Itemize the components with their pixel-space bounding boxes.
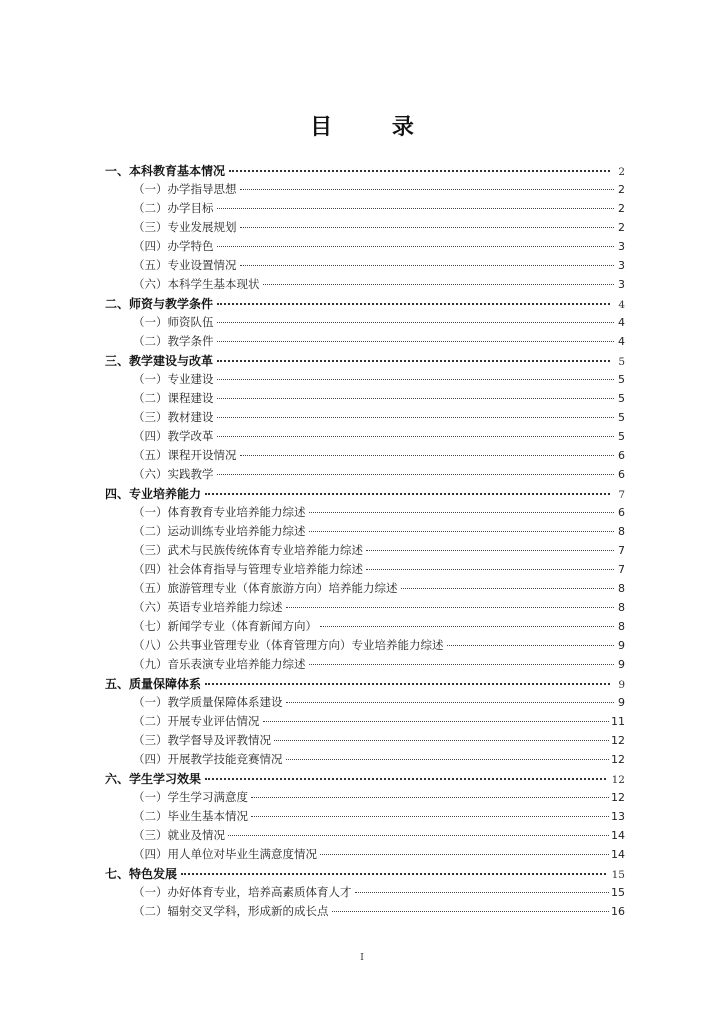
toc-dot-leader: [217, 360, 610, 362]
toc-entry-label: （七）新闻学专业（体育新闻方向）: [133, 619, 317, 633]
toc-dot-leader: [217, 417, 615, 418]
toc-dot-leader: [240, 189, 615, 190]
toc-subsection-entry[interactable]: [105, 789, 625, 808]
toc-entry-label: （五）旅游管理专业（体育旅游方向）培养能力综述: [133, 581, 398, 595]
toc-subsection-entry[interactable]: [105, 219, 625, 238]
toc-dot-leader: [229, 170, 610, 172]
toc-subsection-entry[interactable]: [105, 257, 625, 276]
toc-entry-page-number: 2: [618, 221, 625, 234]
toc-dot-leader: [217, 474, 615, 475]
toc-entry-label: （四）用人单位对毕业生满意度情况: [133, 847, 317, 861]
toc-entry-page-number: 2: [618, 202, 625, 215]
toc-dot-leader: [181, 873, 606, 875]
toc-entry-label: 四、专业培养能力: [105, 487, 202, 501]
toc-dot-leader: [217, 379, 615, 380]
toc-entry-page-number: 16: [611, 905, 625, 918]
toc-dot-leader: [263, 284, 615, 285]
toc-subsection-entry[interactable]: [105, 314, 625, 333]
toc-section-entry[interactable]: [105, 675, 625, 694]
toc-entry-page-number: 2: [618, 166, 625, 178]
toc-dot-leader: [217, 303, 610, 305]
toc-entry-page-number: 5: [618, 373, 625, 386]
page-number-footer: I: [360, 953, 364, 963]
page-title: 目 录: [310, 115, 440, 140]
toc-dot-leader: [401, 588, 615, 589]
toc-entry-label: （六）本科学生基本现状: [133, 277, 260, 291]
toc-subsection-entry[interactable]: [105, 580, 625, 599]
toc-entry-page-number: 8: [618, 601, 625, 614]
toc-entry-label: 六、学生学习效果: [105, 772, 202, 786]
toc-entry-label: （八）公共事业管理专业（体育管理方向）专业培养能力综述: [133, 638, 444, 652]
toc-dot-leader: [309, 664, 615, 665]
toc-entry-page-number: 12: [611, 774, 625, 786]
toc-entry-page-number: 15: [611, 886, 625, 899]
toc-entry-label: （二）教学条件: [133, 334, 214, 348]
toc-entry-page-number: 3: [618, 278, 625, 291]
toc-entry-page-number: 9: [618, 696, 625, 709]
toc-entry-label: （三）教材建设: [133, 410, 214, 424]
toc-dot-leader: [228, 835, 609, 836]
toc-subsection-entry[interactable]: [105, 200, 625, 219]
toc-entry-label: （一）办学指导思想: [133, 182, 237, 196]
toc-subsection-entry[interactable]: [105, 181, 625, 200]
toc-dot-leader: [366, 550, 614, 551]
toc-subsection-entry[interactable]: [105, 409, 625, 428]
toc-subsection-entry[interactable]: [105, 827, 625, 846]
toc-subsection-entry[interactable]: [105, 618, 625, 637]
toc-dot-leader: [320, 854, 609, 855]
toc-dot-leader: [240, 227, 615, 228]
toc-entry-page-number: 7: [618, 563, 625, 576]
toc-subsection-entry[interactable]: [105, 808, 625, 827]
toc-entry-label: 一、本科教育基本情况: [105, 164, 226, 178]
toc-entry-label: 七、特色发展: [105, 867, 178, 881]
toc-dot-leader: [274, 740, 609, 741]
toc-subsection-entry[interactable]: [105, 751, 625, 770]
toc-dot-leader: [240, 265, 615, 266]
toc-subsection-entry[interactable]: [105, 694, 625, 713]
toc-subsection-entry[interactable]: [105, 732, 625, 751]
toc-subsection-entry[interactable]: [105, 903, 625, 922]
toc-subsection-entry[interactable]: [105, 656, 625, 675]
toc-entry-page-number: 9: [618, 639, 625, 652]
toc-entry-page-number: 6: [618, 449, 625, 462]
toc-entry-page-number: 2: [618, 183, 625, 196]
toc-entry-page-number: 6: [618, 506, 625, 519]
toc-entry-page-number: 9: [618, 658, 625, 671]
toc-entry-label: （二）课程建设: [133, 391, 214, 405]
toc-dot-leader: [320, 626, 614, 627]
toc-entry-label: （三）就业及情况: [133, 828, 225, 842]
toc-dot-leader: [217, 341, 615, 342]
toc-entry-label: （四）办学特色: [133, 239, 214, 253]
toc-dot-leader: [286, 702, 615, 703]
toc-entry-page-number: 9: [618, 679, 625, 691]
toc-entry-page-number: 4: [618, 299, 625, 311]
toc-subsection-entry[interactable]: [105, 466, 625, 485]
toc-dot-leader: [205, 493, 610, 495]
toc-entry-label: （一）专业建设: [133, 372, 214, 386]
toc-entry-label: （一）教学质量保障体系建设: [133, 695, 283, 709]
toc-subsection-entry[interactable]: [105, 333, 625, 352]
toc-dot-leader: [286, 759, 610, 760]
toc-entry-page-number: 12: [611, 734, 625, 747]
toc-subsection-entry[interactable]: [105, 542, 625, 561]
toc-entry-page-number: 11: [611, 715, 625, 728]
toc-subsection-entry[interactable]: [105, 846, 625, 865]
toc-dot-leader: [217, 322, 615, 323]
toc-dot-leader: [251, 816, 609, 817]
toc-entry-label: （五）课程开设情况: [133, 448, 237, 462]
toc-entry-page-number: 12: [611, 791, 625, 804]
toc-dot-leader: [251, 797, 609, 798]
toc-entry-page-number: 13: [611, 810, 625, 823]
toc-entry-label: （二）办学目标: [133, 201, 214, 215]
toc-entry-page-number: 8: [618, 582, 625, 595]
toc-entry-page-number: 5: [618, 356, 625, 368]
toc-entry-page-number: 15: [611, 869, 625, 881]
toc-entry-page-number: 14: [611, 848, 625, 861]
toc-entry-label: （一）学生学习满意度: [133, 790, 248, 804]
toc-entry-page-number: 7: [618, 544, 625, 557]
toc-dot-leader: [263, 721, 610, 722]
table-of-contents: [105, 162, 625, 922]
toc-dot-leader: [447, 645, 615, 646]
toc-entry-page-number: 3: [618, 259, 625, 272]
toc-entry-page-number: 5: [618, 411, 625, 424]
toc-entry-label: 三、教学建设与改革: [105, 354, 214, 368]
toc-subsection-entry[interactable]: [105, 523, 625, 542]
toc-subsection-entry[interactable]: [105, 561, 625, 580]
toc-entry-label: （一）师资队伍: [133, 315, 214, 329]
toc-section-entry[interactable]: [105, 352, 625, 371]
toc-entry-label: 二、师资与教学条件: [105, 297, 214, 311]
toc-section-entry[interactable]: [105, 865, 625, 884]
toc-entry-label: （三）教学督导及评教情况: [133, 733, 271, 747]
toc-dot-leader: [355, 892, 610, 893]
toc-entry-label: （九）音乐表演专业培养能力综述: [133, 657, 306, 671]
toc-entry-label: （六）英语专业培养能力综述: [133, 600, 283, 614]
toc-entry-label: （四）社会体育指导与管理专业培养能力综述: [133, 562, 363, 576]
toc-subsection-entry[interactable]: [105, 428, 625, 447]
toc-entry-label: 五、质量保障体系: [105, 677, 202, 691]
toc-entry-label: （五）专业设置情况: [133, 258, 237, 272]
toc-entry-page-number: 5: [618, 430, 625, 443]
toc-subsection-entry[interactable]: [105, 637, 625, 656]
toc-dot-leader: [217, 246, 615, 247]
toc-entry-label: （四）教学改革: [133, 429, 214, 443]
toc-section-entry[interactable]: [105, 295, 625, 314]
toc-entry-label: （六）实践教学: [133, 467, 214, 481]
toc-entry-page-number: 5: [618, 392, 625, 405]
toc-entry-page-number: 3: [618, 240, 625, 253]
toc-dot-leader: [217, 436, 615, 437]
toc-entry-label: （一）办好体育专业，培养高素质体育人才: [133, 885, 352, 899]
toc-subsection-entry[interactable]: [105, 371, 625, 390]
toc-subsection-entry[interactable]: [105, 238, 625, 257]
toc-subsection-entry[interactable]: [105, 884, 625, 903]
toc-subsection-entry[interactable]: [105, 447, 625, 466]
toc-entry-page-number: 14: [611, 829, 625, 842]
toc-subsection-entry[interactable]: [105, 713, 625, 732]
toc-entry-label: （二）毕业生基本情况: [133, 809, 248, 823]
toc-dot-leader: [309, 531, 615, 532]
toc-dot-leader: [205, 778, 606, 780]
toc-entry-label: （四）开展教学技能竞赛情况: [133, 752, 283, 766]
toc-subsection-entry[interactable]: [105, 599, 625, 618]
toc-dot-leader: [366, 569, 614, 570]
toc-dot-leader: [240, 455, 615, 456]
toc-subsection-entry[interactable]: [105, 390, 625, 409]
toc-entry-page-number: 12: [611, 753, 625, 766]
toc-section-entry[interactable]: [105, 770, 625, 789]
toc-entry-label: （三）专业发展规划: [133, 220, 237, 234]
toc-entry-label: （三）武术与民族传统体育专业培养能力综述: [133, 543, 363, 557]
toc-dot-leader: [309, 512, 615, 513]
toc-entry-page-number: 8: [618, 620, 625, 633]
toc-entry-label: （二）辐射交叉学科，形成新的成长点: [133, 904, 329, 918]
toc-section-entry[interactable]: [105, 162, 625, 181]
toc-entry-page-number: 4: [618, 316, 625, 329]
toc-entry-page-number: 6: [618, 468, 625, 481]
toc-dot-leader: [217, 398, 615, 399]
toc-entry-label: （一）体育教育专业培养能力综述: [133, 505, 306, 519]
toc-dot-leader: [286, 607, 615, 608]
toc-dot-leader: [332, 911, 610, 912]
toc-entry-label: （二）运动训练专业培养能力综述: [133, 524, 306, 538]
toc-entry-page-number: 4: [618, 335, 625, 348]
toc-dot-leader: [217, 208, 615, 209]
toc-entry-label: （二）开展专业评估情况: [133, 714, 260, 728]
toc-entry-page-number: 8: [618, 525, 625, 538]
toc-subsection-entry[interactable]: [105, 504, 625, 523]
toc-entry-page-number: 7: [618, 489, 625, 501]
toc-subsection-entry[interactable]: [105, 276, 625, 295]
toc-section-entry[interactable]: [105, 485, 625, 504]
toc-dot-leader: [205, 683, 610, 685]
